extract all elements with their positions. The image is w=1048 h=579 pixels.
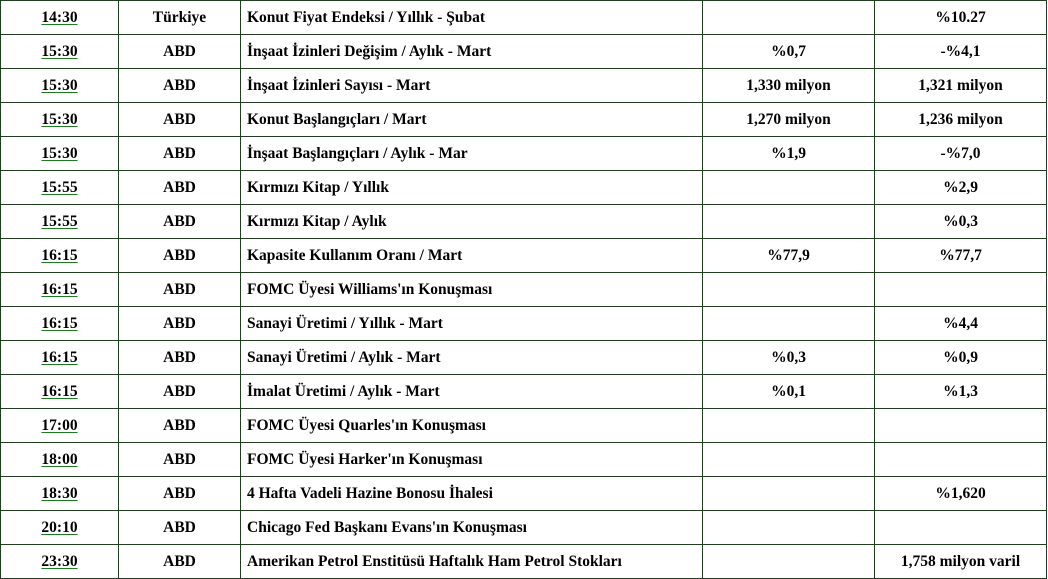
cell-forecast xyxy=(703,409,875,443)
cell-time: 18:30 xyxy=(1,477,119,511)
table-row xyxy=(1,341,1047,375)
table-row xyxy=(1,307,1047,341)
cell-previous: -%4,1 xyxy=(875,35,1047,69)
cell-forecast: %0,3 xyxy=(703,341,875,375)
cell-country: ABD xyxy=(119,273,241,307)
table-row xyxy=(1,69,1047,103)
cell-forecast xyxy=(703,171,875,205)
cell-previous: %1,3 xyxy=(875,375,1047,409)
cell-time: 16:15 xyxy=(1,341,119,375)
cell-previous: %4,4 xyxy=(875,307,1047,341)
cell-country: ABD xyxy=(119,375,241,409)
cell-time: 16:15 xyxy=(1,307,119,341)
cell-country: ABD xyxy=(119,409,241,443)
table-row xyxy=(1,545,1047,579)
cell-previous: %2,9 xyxy=(875,171,1047,205)
table-row xyxy=(1,409,1047,443)
cell-country: ABD xyxy=(119,171,241,205)
table-row xyxy=(1,171,1047,205)
table-row xyxy=(1,1,1047,35)
cell-event: 4 Hafta Vadeli Hazine Bonosu İhalesi xyxy=(241,477,703,511)
cell-previous xyxy=(875,409,1047,443)
cell-event: İmalat Üretimi / Aylık - Mart xyxy=(241,375,703,409)
cell-time: 16:15 xyxy=(1,239,119,273)
cell-country: ABD xyxy=(119,69,241,103)
cell-forecast xyxy=(703,477,875,511)
cell-previous: %1,620 xyxy=(875,477,1047,511)
cell-time: 23:30 xyxy=(1,545,119,579)
cell-time: 15:30 xyxy=(1,69,119,103)
table-row xyxy=(1,477,1047,511)
cell-country: ABD xyxy=(119,545,241,579)
cell-previous: %0,9 xyxy=(875,341,1047,375)
cell-country: ABD xyxy=(119,477,241,511)
table-row xyxy=(1,103,1047,137)
cell-time: 18:00 xyxy=(1,443,119,477)
table-body xyxy=(1,1,1047,579)
cell-time: 15:55 xyxy=(1,205,119,239)
cell-event: Sanayi Üretimi / Yıllık - Mart xyxy=(241,307,703,341)
cell-forecast: %0,1 xyxy=(703,375,875,409)
cell-forecast: 1,330 milyon xyxy=(703,69,875,103)
cell-event: Konut Fiyat Endeksi / Yıllık - Şubat xyxy=(241,1,703,35)
cell-event: Konut Başlangıçları / Mart xyxy=(241,103,703,137)
cell-forecast xyxy=(703,307,875,341)
cell-event: İnşaat İzinleri Sayısı - Mart xyxy=(241,69,703,103)
cell-forecast xyxy=(703,205,875,239)
cell-country: ABD xyxy=(119,341,241,375)
table-row xyxy=(1,239,1047,273)
cell-previous: %10.27 xyxy=(875,1,1047,35)
cell-time: 20:10 xyxy=(1,511,119,545)
cell-event: Chicago Fed Başkanı Evans'ın Konuşması xyxy=(241,511,703,545)
cell-country: ABD xyxy=(119,205,241,239)
cell-time: 16:15 xyxy=(1,375,119,409)
cell-forecast xyxy=(703,273,875,307)
cell-forecast xyxy=(703,1,875,35)
cell-time: 17:00 xyxy=(1,409,119,443)
cell-country: ABD xyxy=(119,443,241,477)
cell-event: FOMC Üyesi Williams'ın Konuşması xyxy=(241,273,703,307)
cell-event: İnşaat İzinleri Değişim / Aylık - Mart xyxy=(241,35,703,69)
cell-previous: %0,3 xyxy=(875,205,1047,239)
cell-time: 15:30 xyxy=(1,137,119,171)
table-row xyxy=(1,511,1047,545)
cell-country: ABD xyxy=(119,239,241,273)
cell-time: 14:30 xyxy=(1,1,119,35)
cell-forecast: %0,7 xyxy=(703,35,875,69)
cell-country: ABD xyxy=(119,307,241,341)
cell-event: Kırmızı Kitap / Aylık xyxy=(241,205,703,239)
cell-event: Sanayi Üretimi / Aylık - Mart xyxy=(241,341,703,375)
cell-previous: 1,758 milyon varil xyxy=(875,545,1047,579)
cell-forecast xyxy=(703,545,875,579)
table-row xyxy=(1,273,1047,307)
cell-forecast: 1,270 milyon xyxy=(703,103,875,137)
cell-event: Kırmızı Kitap / Yıllık xyxy=(241,171,703,205)
cell-time: 16:15 xyxy=(1,273,119,307)
cell-event: FOMC Üyesi Quarles'ın Konuşması xyxy=(241,409,703,443)
cell-previous xyxy=(875,511,1047,545)
cell-forecast: %1,9 xyxy=(703,137,875,171)
table-row xyxy=(1,137,1047,171)
cell-event: Amerikan Petrol Enstitüsü Haftalık Ham Petrol Stokları xyxy=(241,545,703,579)
cell-previous xyxy=(875,443,1047,477)
cell-previous xyxy=(875,273,1047,307)
cell-previous: -%7,0 xyxy=(875,137,1047,171)
cell-country: ABD xyxy=(119,103,241,137)
table-row xyxy=(1,35,1047,69)
table-row xyxy=(1,205,1047,239)
cell-time: 15:30 xyxy=(1,35,119,69)
cell-event: İnşaat Başlangıçları / Aylık - Mar xyxy=(241,137,703,171)
cell-country: ABD xyxy=(119,35,241,69)
cell-previous: 1,236 milyon xyxy=(875,103,1047,137)
table-row xyxy=(1,443,1047,477)
cell-forecast: %77,9 xyxy=(703,239,875,273)
cell-country: ABD xyxy=(119,137,241,171)
cell-country: Türkiye xyxy=(119,1,241,35)
cell-time: 15:30 xyxy=(1,103,119,137)
table-row xyxy=(1,375,1047,409)
cell-time: 15:55 xyxy=(1,171,119,205)
cell-country: ABD xyxy=(119,511,241,545)
cell-event: FOMC Üyesi Harker'ın Konuşması xyxy=(241,443,703,477)
cell-forecast xyxy=(703,511,875,545)
cell-previous: 1,321 milyon xyxy=(875,69,1047,103)
cell-event: Kapasite Kullanım Oranı / Mart xyxy=(241,239,703,273)
cell-previous: %77,7 xyxy=(875,239,1047,273)
cell-forecast xyxy=(703,443,875,477)
